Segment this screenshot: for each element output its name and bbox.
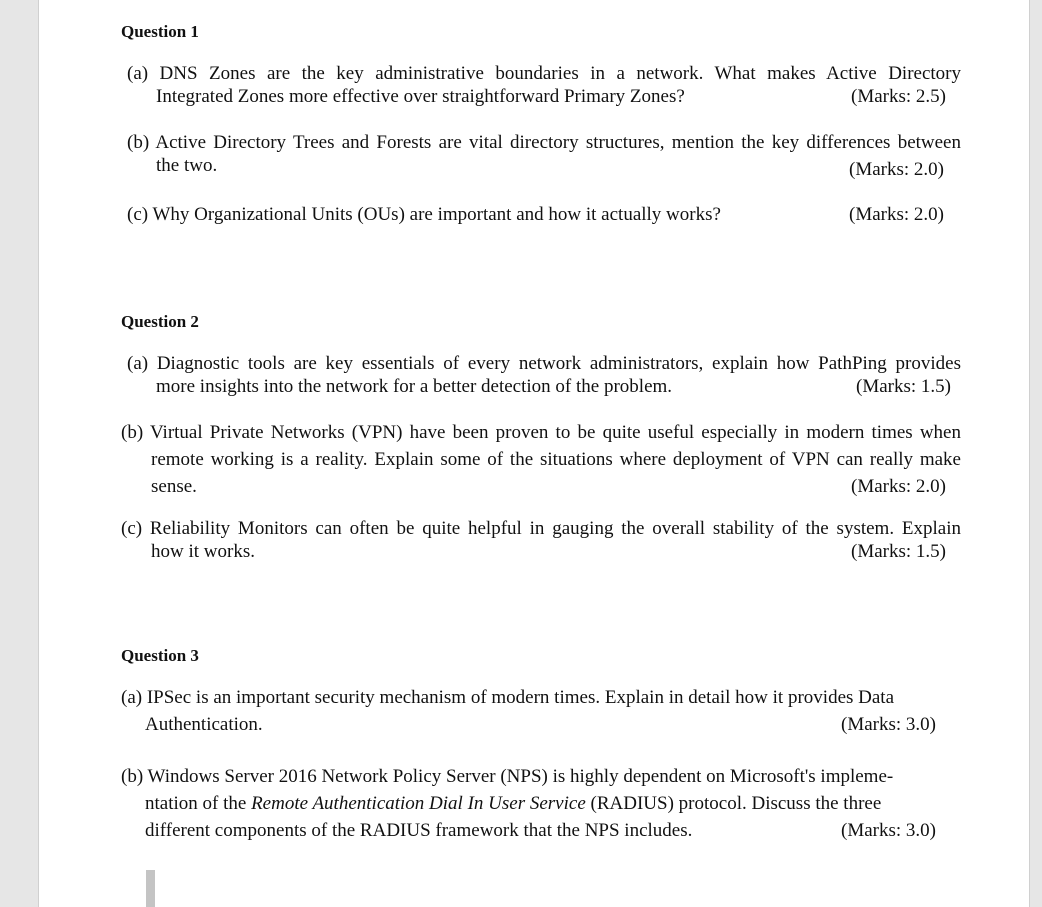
q3a-line1: (a) IPSec is an important security mechanism of modern times. Explain in detail how it provides Data	[121, 687, 895, 708]
q1a-marks: (Marks: 2.5)	[851, 86, 946, 107]
q2c-line2: how it works.	[151, 541, 255, 562]
q2a-line1: (a) Diagnostic tools are key essentials of every network administrators, explain how PathPing provides	[127, 353, 961, 374]
text-cursor-marker	[146, 870, 155, 907]
q2a-marks: (Marks: 1.5)	[856, 376, 951, 397]
q3b-line1: (b) Windows Server 2016 Network Policy Server (NPS) is highly dependent on Microsoft's impleme-	[121, 766, 894, 787]
q1b-line2: the two.	[156, 155, 218, 176]
q1c-line1: (c) Why Organizational Units (OUs) are important and how it actually works?	[127, 204, 721, 225]
q3b-line3: different components of the RADIUS framework that the NPS includes.	[145, 820, 693, 841]
q2c-line1: (c) Reliability Monitors can often be quite helpful in gauging the overall stability of the system. Explain	[121, 518, 961, 539]
q1a-line2: Integrated Zones more effective over straightforward Primary Zones?	[156, 86, 685, 107]
q2b-marks: (Marks: 2.0)	[851, 476, 946, 497]
q1b-line1: (b) Active Directory Trees and Forests are vital directory structures, mention the key differences between	[127, 132, 961, 153]
q3a-marks: (Marks: 3.0)	[841, 714, 936, 735]
q3b-marks: (Marks: 3.0)	[841, 820, 936, 841]
q1a-line1: (a) DNS Zones are the key administrative boundaries in a network. What makes Active Directory	[127, 63, 961, 84]
q3a-line2: Authentication.	[145, 714, 263, 735]
q3b-line2	[145, 793, 881, 815]
question-1-title: Question 1	[121, 22, 199, 41]
q1b-marks: (Marks: 2.0)	[849, 159, 944, 180]
q3b-line2-post: (RADIUS) protocol. Discuss the three	[585, 793, 882, 814]
q2c-marks: (Marks: 1.5)	[851, 541, 946, 562]
document-page	[38, 0, 1030, 907]
question-2-title: Question 2	[121, 312, 199, 331]
q2b-line2: remote working is a reality. Explain some of the situations where deployment of VPN can really make	[151, 449, 961, 470]
q2b-line1: (b) Virtual Private Networks (VPN) have been proven to be quite useful especially in modern times when	[121, 422, 961, 443]
q3b-line2-pre: ntation of the	[145, 793, 252, 814]
q2a-line2: more insights into the network for a better detection of the problem.	[156, 376, 673, 397]
q3b-line2-italic: Remote Authentication Dial In User Service	[251, 793, 586, 814]
q2b-line3: sense.	[151, 476, 197, 497]
q1c-marks: (Marks: 2.0)	[849, 204, 944, 225]
question-3-title: Question 3	[121, 646, 199, 665]
